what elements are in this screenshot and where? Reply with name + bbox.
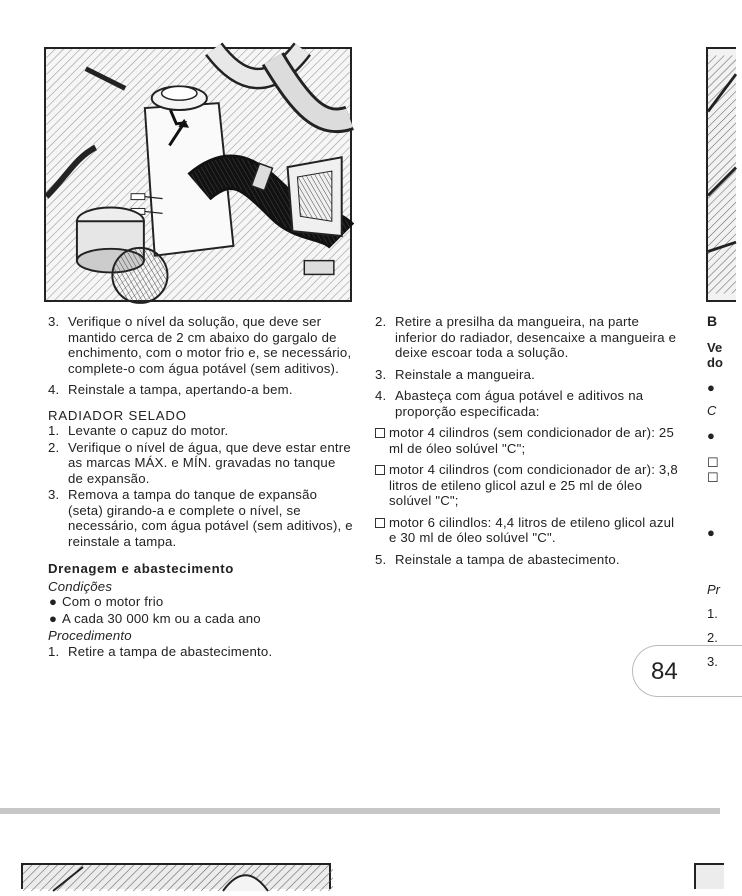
instruction-step xyxy=(48,487,354,549)
condition-text: A cada 30 000 km ou a cada ano xyxy=(62,610,261,626)
cutoff-text-ve: Ve xyxy=(707,340,723,355)
engine-option xyxy=(375,425,681,456)
cutoff-bullet-icon: ● xyxy=(707,380,715,395)
checkbox-icon xyxy=(375,518,385,528)
step-number: 2. xyxy=(48,439,60,455)
step-number: 2. xyxy=(375,314,387,329)
step-text: Retire a presilha da mangueira, na parte inferior do radiador, desencaixe a mangueira e deixe escoar toda a solução. xyxy=(395,314,677,360)
instruction-step xyxy=(375,314,681,361)
step-text: Verifique o nível da solução, que deve ser mantido cerca de 2 cm abaixo do gargalo de enchimento, com o motor frio e, se necessário, complete-o com água potável (sem aditivos). xyxy=(68,314,352,376)
next-page-illustration-right xyxy=(694,863,724,889)
bullet-icon: ● xyxy=(49,594,58,609)
page-number: 84 xyxy=(651,658,678,685)
cutoff-step-number: 1. xyxy=(707,606,718,621)
condition-item xyxy=(48,611,354,627)
left-text-column xyxy=(48,314,354,665)
engine-option xyxy=(375,515,681,546)
step-text: Reinstale a tampa de abastecimento. xyxy=(395,551,620,567)
instruction-step xyxy=(375,388,681,419)
procedure-label: Procedimento xyxy=(48,628,132,643)
step-number: 3. xyxy=(48,314,60,329)
step-text: Retire a tampa de abastecimento. xyxy=(68,643,273,659)
step-number: 1. xyxy=(48,423,60,438)
step-text: Remova a tampa do tanque de expansão (seta) girando-a e complete o nível, se necessário, com água potável (sem aditivos), e reinstale a tampa. xyxy=(68,487,353,549)
cutoff-heading-b: B xyxy=(707,313,718,329)
cutoff-text-pr: Pr xyxy=(707,582,720,597)
conditions-label: Condições xyxy=(48,578,113,594)
instruction-step xyxy=(48,314,354,376)
bullet-icon: ● xyxy=(49,610,58,626)
step-number: 3. xyxy=(375,366,387,382)
step-text: Abasteça com água potável e aditivos na proporção especificada: xyxy=(395,388,644,419)
page-number-tab xyxy=(632,645,742,697)
instruction-step xyxy=(375,552,681,568)
option-text: motor 6 cilindlos: 4,4 litros de etileno glicol azul e 30 ml de óleo solúvel "C". xyxy=(389,514,675,545)
engine-bay-drawing xyxy=(46,49,350,300)
page-divider xyxy=(0,808,720,814)
step-number: 5. xyxy=(375,551,387,567)
next-page-illustration-left xyxy=(21,863,331,889)
step-number: 3. xyxy=(48,487,60,502)
radiator-heading: RADIADOR SELADO xyxy=(48,407,187,423)
instruction-step xyxy=(48,382,354,398)
cutoff-text-c: C xyxy=(707,403,717,418)
option-text: motor 4 cilindros (sem condicionador de ar): 25 ml de óleo solúvel "C"; xyxy=(389,425,674,456)
checkbox-icon xyxy=(375,428,385,438)
engine-drawing-partial xyxy=(708,49,736,300)
instruction-step xyxy=(48,440,354,487)
step-text: Levante o capuz do motor. xyxy=(68,423,229,438)
cutoff-bullet-icon: ● xyxy=(707,428,715,443)
instruction-step xyxy=(48,423,354,439)
cutoff-text-do: do xyxy=(707,355,723,370)
cutoff-step-number: 3. xyxy=(707,654,718,669)
engine-option xyxy=(375,462,681,509)
next-page-illustration xyxy=(706,47,736,302)
step-number: 4. xyxy=(48,382,60,397)
engine-drawing-top-edge xyxy=(23,865,333,891)
step-number: 1. xyxy=(48,643,60,659)
expansion-tank-illustration xyxy=(44,47,352,302)
instruction-step xyxy=(375,367,681,383)
cutoff-step-number: 2. xyxy=(707,630,718,645)
step-text: Verifique o nível de água, que deve estar entre as marcas MÁX. e MÍN. gravadas no tanque de expansão. xyxy=(68,439,351,486)
checkbox-icon xyxy=(375,465,385,475)
condition-item xyxy=(48,594,354,610)
cutoff-bullet-icon: ● xyxy=(707,525,715,540)
middle-text-column xyxy=(375,314,681,573)
condition-text: Com o motor frio xyxy=(62,594,164,609)
step-number: 4. xyxy=(375,388,387,403)
cutoff-checkbox-icon: ☐ xyxy=(707,455,719,470)
option-text: motor 4 cilindros (com condicionador de ar): 3,8 litros de etileno glicol azul e 25 ml de óleo solúvel "C"; xyxy=(389,462,678,508)
step-text: Reinstale a mangueira. xyxy=(395,366,536,382)
drainage-heading: Drenagem e abastecimento xyxy=(48,561,234,576)
step-text: Reinstale a tampa, apertando-a bem. xyxy=(68,382,293,397)
instruction-step xyxy=(48,644,354,660)
cutoff-checkbox-icon: ☐ xyxy=(707,470,719,485)
